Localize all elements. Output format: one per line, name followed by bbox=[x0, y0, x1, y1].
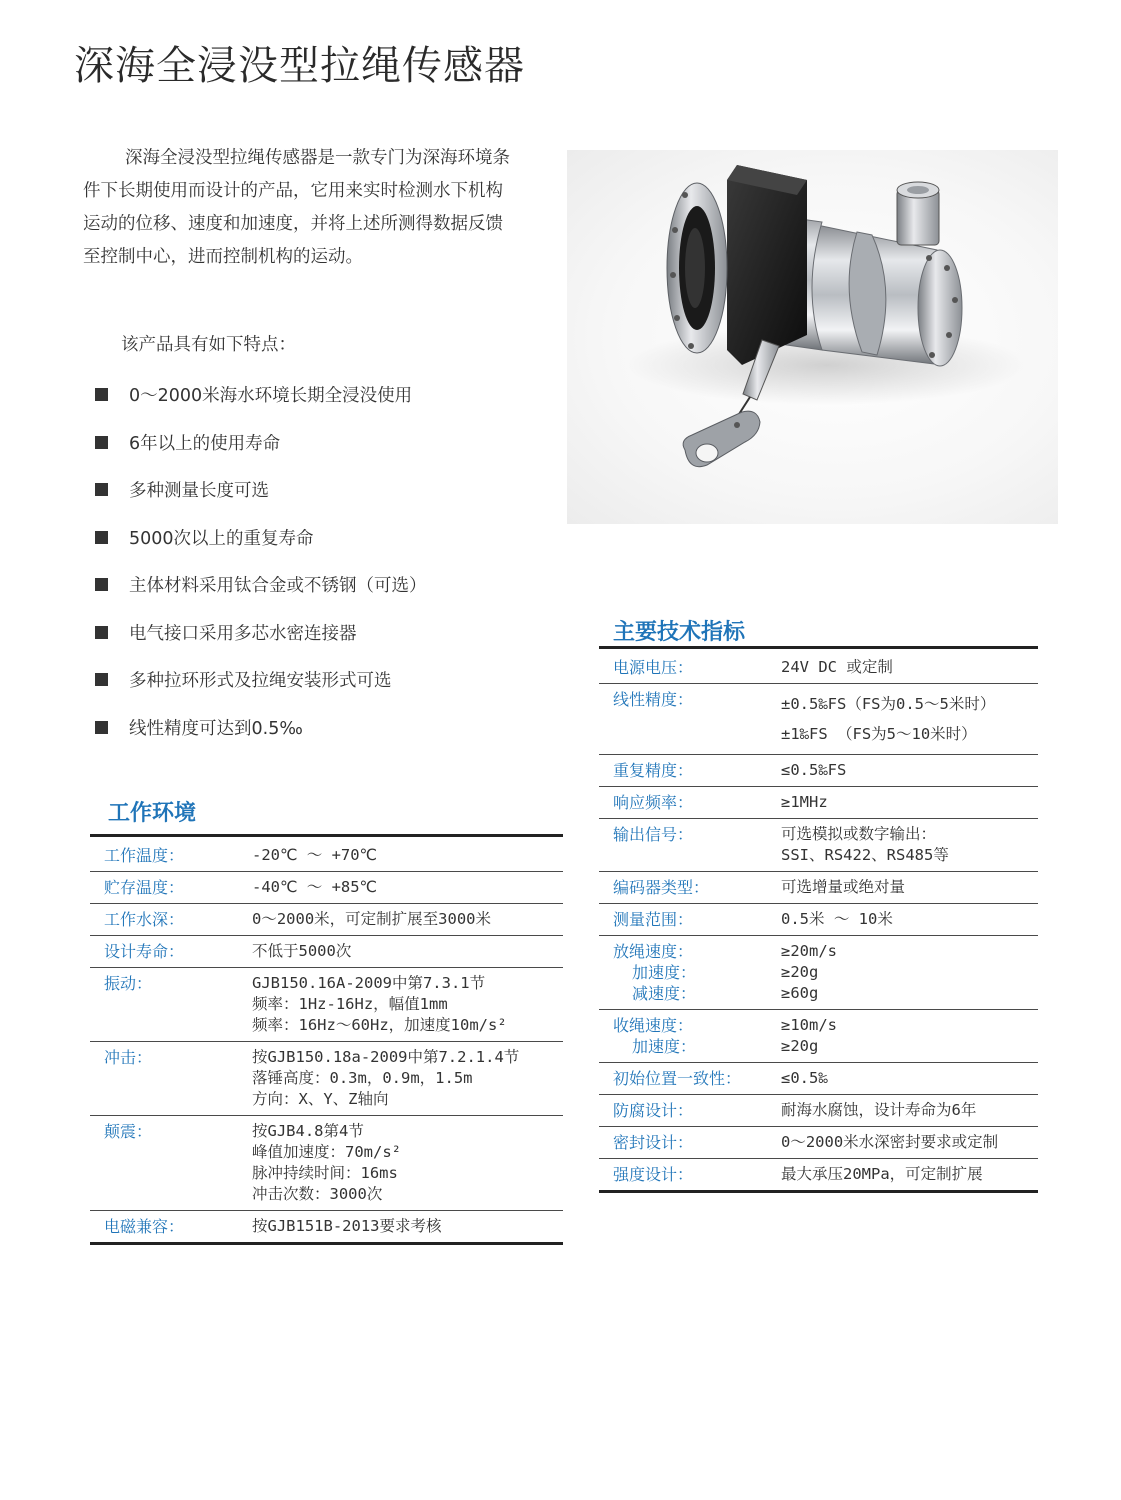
env-value-line: 峰值加速度：70m/s² bbox=[252, 1143, 401, 1161]
spec-value bbox=[781, 1010, 1038, 1063]
spec-key-line: 重复精度： bbox=[613, 761, 694, 780]
env-value-line: -40℃ ～ +85℃ bbox=[252, 878, 377, 896]
spec-row bbox=[599, 1010, 1038, 1063]
spec-row bbox=[599, 819, 1038, 872]
spec-row bbox=[599, 904, 1038, 936]
env-row bbox=[90, 904, 563, 936]
spec-value-line: ≥1MHz bbox=[781, 793, 828, 811]
env-value bbox=[252, 904, 563, 936]
spec-key-line: 放绳速度： bbox=[613, 942, 694, 961]
spec-key-line: 电源电压： bbox=[613, 658, 694, 677]
env-row bbox=[90, 872, 563, 904]
spec-value-line: ±1‰FS （FS为5～10米时） bbox=[781, 725, 977, 743]
spec-key bbox=[599, 787, 781, 819]
spec-key bbox=[599, 652, 781, 684]
feature-item bbox=[95, 609, 427, 657]
env-value-line: 频率：16Hz～60Hz，加速度10m/s² bbox=[252, 1016, 507, 1034]
spec-row bbox=[599, 787, 1038, 819]
env-table-top-rule bbox=[90, 834, 563, 837]
spec-row bbox=[599, 755, 1038, 787]
feature-item bbox=[95, 466, 427, 514]
square-bullet-icon bbox=[95, 483, 108, 496]
env-row bbox=[90, 840, 563, 872]
env-value-line: 0～2000米，可定制扩展至3000米 bbox=[252, 910, 491, 928]
spec-value-line: ≤0.5‰FS bbox=[781, 761, 847, 779]
product-image bbox=[567, 150, 1058, 524]
env-value-line: 方向：X、Y、Z轴向 bbox=[252, 1090, 389, 1108]
square-bullet-icon bbox=[95, 436, 108, 449]
env-value-line: 按GJB151B-2013要求考核 bbox=[252, 1217, 442, 1235]
spec-key bbox=[599, 904, 781, 936]
spec-value bbox=[781, 904, 1038, 936]
spec-value-line: ≥10m/s bbox=[781, 1016, 837, 1034]
env-row bbox=[90, 1042, 563, 1116]
spec-value bbox=[781, 1095, 1038, 1127]
intro-text: 深海全浸没型拉绳传感器是一款专门为深海环境条件下长期使用而设计的产品，它用来实时检测水下机构运动的位移、速度和加速度，并将上述所测得数据反馈至控制中心，进而控制机构的运动。 bbox=[83, 148, 510, 267]
spec-value bbox=[781, 819, 1038, 872]
spec-value-line: ±0.5‰FS（FS为0.5～5米时） bbox=[781, 695, 996, 713]
spec-row bbox=[599, 652, 1038, 684]
spec-row bbox=[599, 936, 1038, 1010]
spec-value-line: ≤0.5‰ bbox=[781, 1069, 828, 1087]
env-key: 设计寿命： bbox=[90, 936, 252, 968]
env-key: 工作温度： bbox=[90, 840, 252, 872]
spec-row bbox=[599, 872, 1038, 904]
feature-item bbox=[95, 371, 427, 419]
square-bullet-icon bbox=[95, 721, 108, 734]
env-value bbox=[252, 1211, 563, 1244]
spec-key bbox=[599, 819, 781, 872]
env-row bbox=[90, 968, 563, 1042]
square-bullet-icon bbox=[95, 673, 108, 686]
square-bullet-icon bbox=[95, 626, 108, 639]
spec-key-line: 加速度： bbox=[632, 963, 697, 982]
env-value bbox=[252, 1042, 563, 1116]
spec-value-line: ≥60g bbox=[781, 984, 819, 1002]
env-row bbox=[90, 1211, 563, 1244]
spec-key-line: 强度设计： bbox=[613, 1165, 694, 1184]
env-table bbox=[90, 840, 563, 1245]
spec-key-line: 收绳速度： bbox=[613, 1016, 694, 1035]
feature-text: 6年以上的使用寿命 bbox=[129, 433, 281, 454]
spec-value-line: ≥20m/s bbox=[781, 942, 837, 960]
spec-value-line: 24V DC 或定制 bbox=[781, 658, 893, 676]
env-value-line: 按GJB150.18a-2009中第7.2.1.4节 bbox=[252, 1048, 520, 1066]
spec-value-line: SSI、RS422、RS485等 bbox=[781, 846, 949, 864]
env-key: 贮存温度： bbox=[90, 872, 252, 904]
feature-text: 5000次以上的重复寿命 bbox=[129, 528, 314, 549]
spec-value bbox=[781, 755, 1038, 787]
env-row bbox=[90, 1116, 563, 1211]
feature-item bbox=[95, 561, 427, 609]
env-key: 电磁兼容： bbox=[90, 1211, 252, 1244]
feature-item bbox=[95, 704, 427, 752]
spec-key-line: 减速度： bbox=[632, 984, 697, 1003]
spec-table-top-rule bbox=[599, 646, 1038, 649]
env-value-line: 不低于5000次 bbox=[252, 942, 352, 960]
spec-value bbox=[781, 872, 1038, 904]
spec-row bbox=[599, 1095, 1038, 1127]
spec-key bbox=[599, 1159, 781, 1192]
spec-key-line: 测量范围： bbox=[613, 910, 694, 929]
env-key: 工作水深： bbox=[90, 904, 252, 936]
spec-value bbox=[781, 936, 1038, 1010]
env-row bbox=[90, 936, 563, 968]
spec-key-line: 密封设计： bbox=[613, 1133, 694, 1152]
env-value-line: 落锤高度：0.3m，0.9m，1.5m bbox=[252, 1069, 473, 1087]
feature-item bbox=[95, 656, 427, 704]
spec-value-line: 耐海水腐蚀，设计寿命为6年 bbox=[781, 1101, 977, 1119]
env-value bbox=[252, 968, 563, 1042]
feature-text: 主体材料采用钛合金或不锈钢（可选） bbox=[129, 576, 427, 597]
env-key: 振动： bbox=[90, 968, 252, 1042]
spec-value bbox=[781, 1063, 1038, 1095]
spec-key-line: 响应频率： bbox=[613, 793, 694, 812]
spec-key-line: 加速度： bbox=[632, 1037, 697, 1056]
env-value bbox=[252, 872, 563, 904]
spec-key bbox=[599, 1010, 781, 1063]
env-value-line: -20℃ ～ +70℃ bbox=[252, 846, 377, 864]
spec-value-line: 可选模拟或数字输出： bbox=[781, 825, 937, 843]
spec-row bbox=[599, 684, 1038, 755]
spec-key-line: 防腐设计： bbox=[613, 1101, 694, 1120]
spec-value bbox=[781, 787, 1038, 819]
spec-row bbox=[599, 1063, 1038, 1095]
square-bullet-icon bbox=[95, 388, 108, 401]
spec-value bbox=[781, 1127, 1038, 1159]
env-value-line: 频率：1Hz-16Hz，幅值1mm bbox=[252, 995, 448, 1013]
spec-key bbox=[599, 872, 781, 904]
spec-key bbox=[599, 1127, 781, 1159]
spec-key bbox=[599, 755, 781, 787]
env-value bbox=[252, 840, 563, 872]
feature-item bbox=[95, 419, 427, 467]
spec-key bbox=[599, 1063, 781, 1095]
spec-key bbox=[599, 684, 781, 755]
env-value-line: GJB150.16A-2009中第7.3.1节 bbox=[252, 974, 486, 992]
spec-row bbox=[599, 1159, 1038, 1192]
square-bullet-icon bbox=[95, 531, 108, 544]
env-value bbox=[252, 936, 563, 968]
spec-table bbox=[599, 652, 1038, 1193]
spec-value bbox=[781, 652, 1038, 684]
features-list bbox=[95, 371, 427, 751]
spec-value-line: 0～2000米水深密封要求或定制 bbox=[781, 1133, 999, 1151]
spec-value-line: ≥20g bbox=[781, 1037, 819, 1055]
feature-text: 电气接口采用多芯水密连接器 bbox=[129, 623, 357, 644]
env-value-line: 按GJB4.8第4节 bbox=[252, 1122, 364, 1140]
env-value bbox=[252, 1116, 563, 1211]
feature-text: 0～2000米海水环境长期全浸没使用 bbox=[129, 386, 413, 407]
spec-value bbox=[781, 684, 1038, 755]
spec-key bbox=[599, 936, 781, 1010]
spec-row bbox=[599, 1127, 1038, 1159]
env-key: 冲击： bbox=[90, 1042, 252, 1116]
square-bullet-icon bbox=[95, 578, 108, 591]
spec-value-line: 最大承压20MPa，可定制扩展 bbox=[781, 1165, 983, 1183]
spec-value-line: 可选增量或绝对量 bbox=[781, 878, 906, 896]
feature-text: 多种拉环形式及拉绳安装形式可选 bbox=[129, 671, 392, 692]
spec-value-line: 0.5米 ～ 10米 bbox=[781, 910, 893, 928]
spec-key-line: 线性精度： bbox=[613, 690, 694, 709]
spec-key-line: 编码器类型： bbox=[613, 878, 710, 897]
page-title: 深海全浸没型拉绳传感器 bbox=[74, 43, 525, 89]
spec-key-line: 初始位置一致性： bbox=[613, 1069, 742, 1088]
feature-text: 线性精度可达到0.5‰ bbox=[129, 718, 303, 739]
spec-value-line: ≥20g bbox=[781, 963, 819, 981]
env-value-line: 冲击次数：3000次 bbox=[252, 1185, 383, 1203]
feature-text: 多种测量长度可选 bbox=[129, 481, 269, 502]
feature-item bbox=[95, 514, 427, 562]
spec-key-line: 输出信号： bbox=[613, 825, 694, 844]
spec-section-title: 主要技术指标 bbox=[613, 620, 746, 645]
env-key: 颠震： bbox=[90, 1116, 252, 1211]
sensor-illustration bbox=[567, 150, 1058, 524]
env-value-line: 脉冲持续时间：16ms bbox=[252, 1164, 398, 1182]
env-section-title: 工作环境 bbox=[108, 801, 197, 826]
spec-key bbox=[599, 1095, 781, 1127]
spec-value bbox=[781, 1159, 1038, 1192]
features-heading: 该产品具有如下特点： bbox=[121, 335, 296, 355]
intro-paragraph bbox=[83, 142, 513, 274]
